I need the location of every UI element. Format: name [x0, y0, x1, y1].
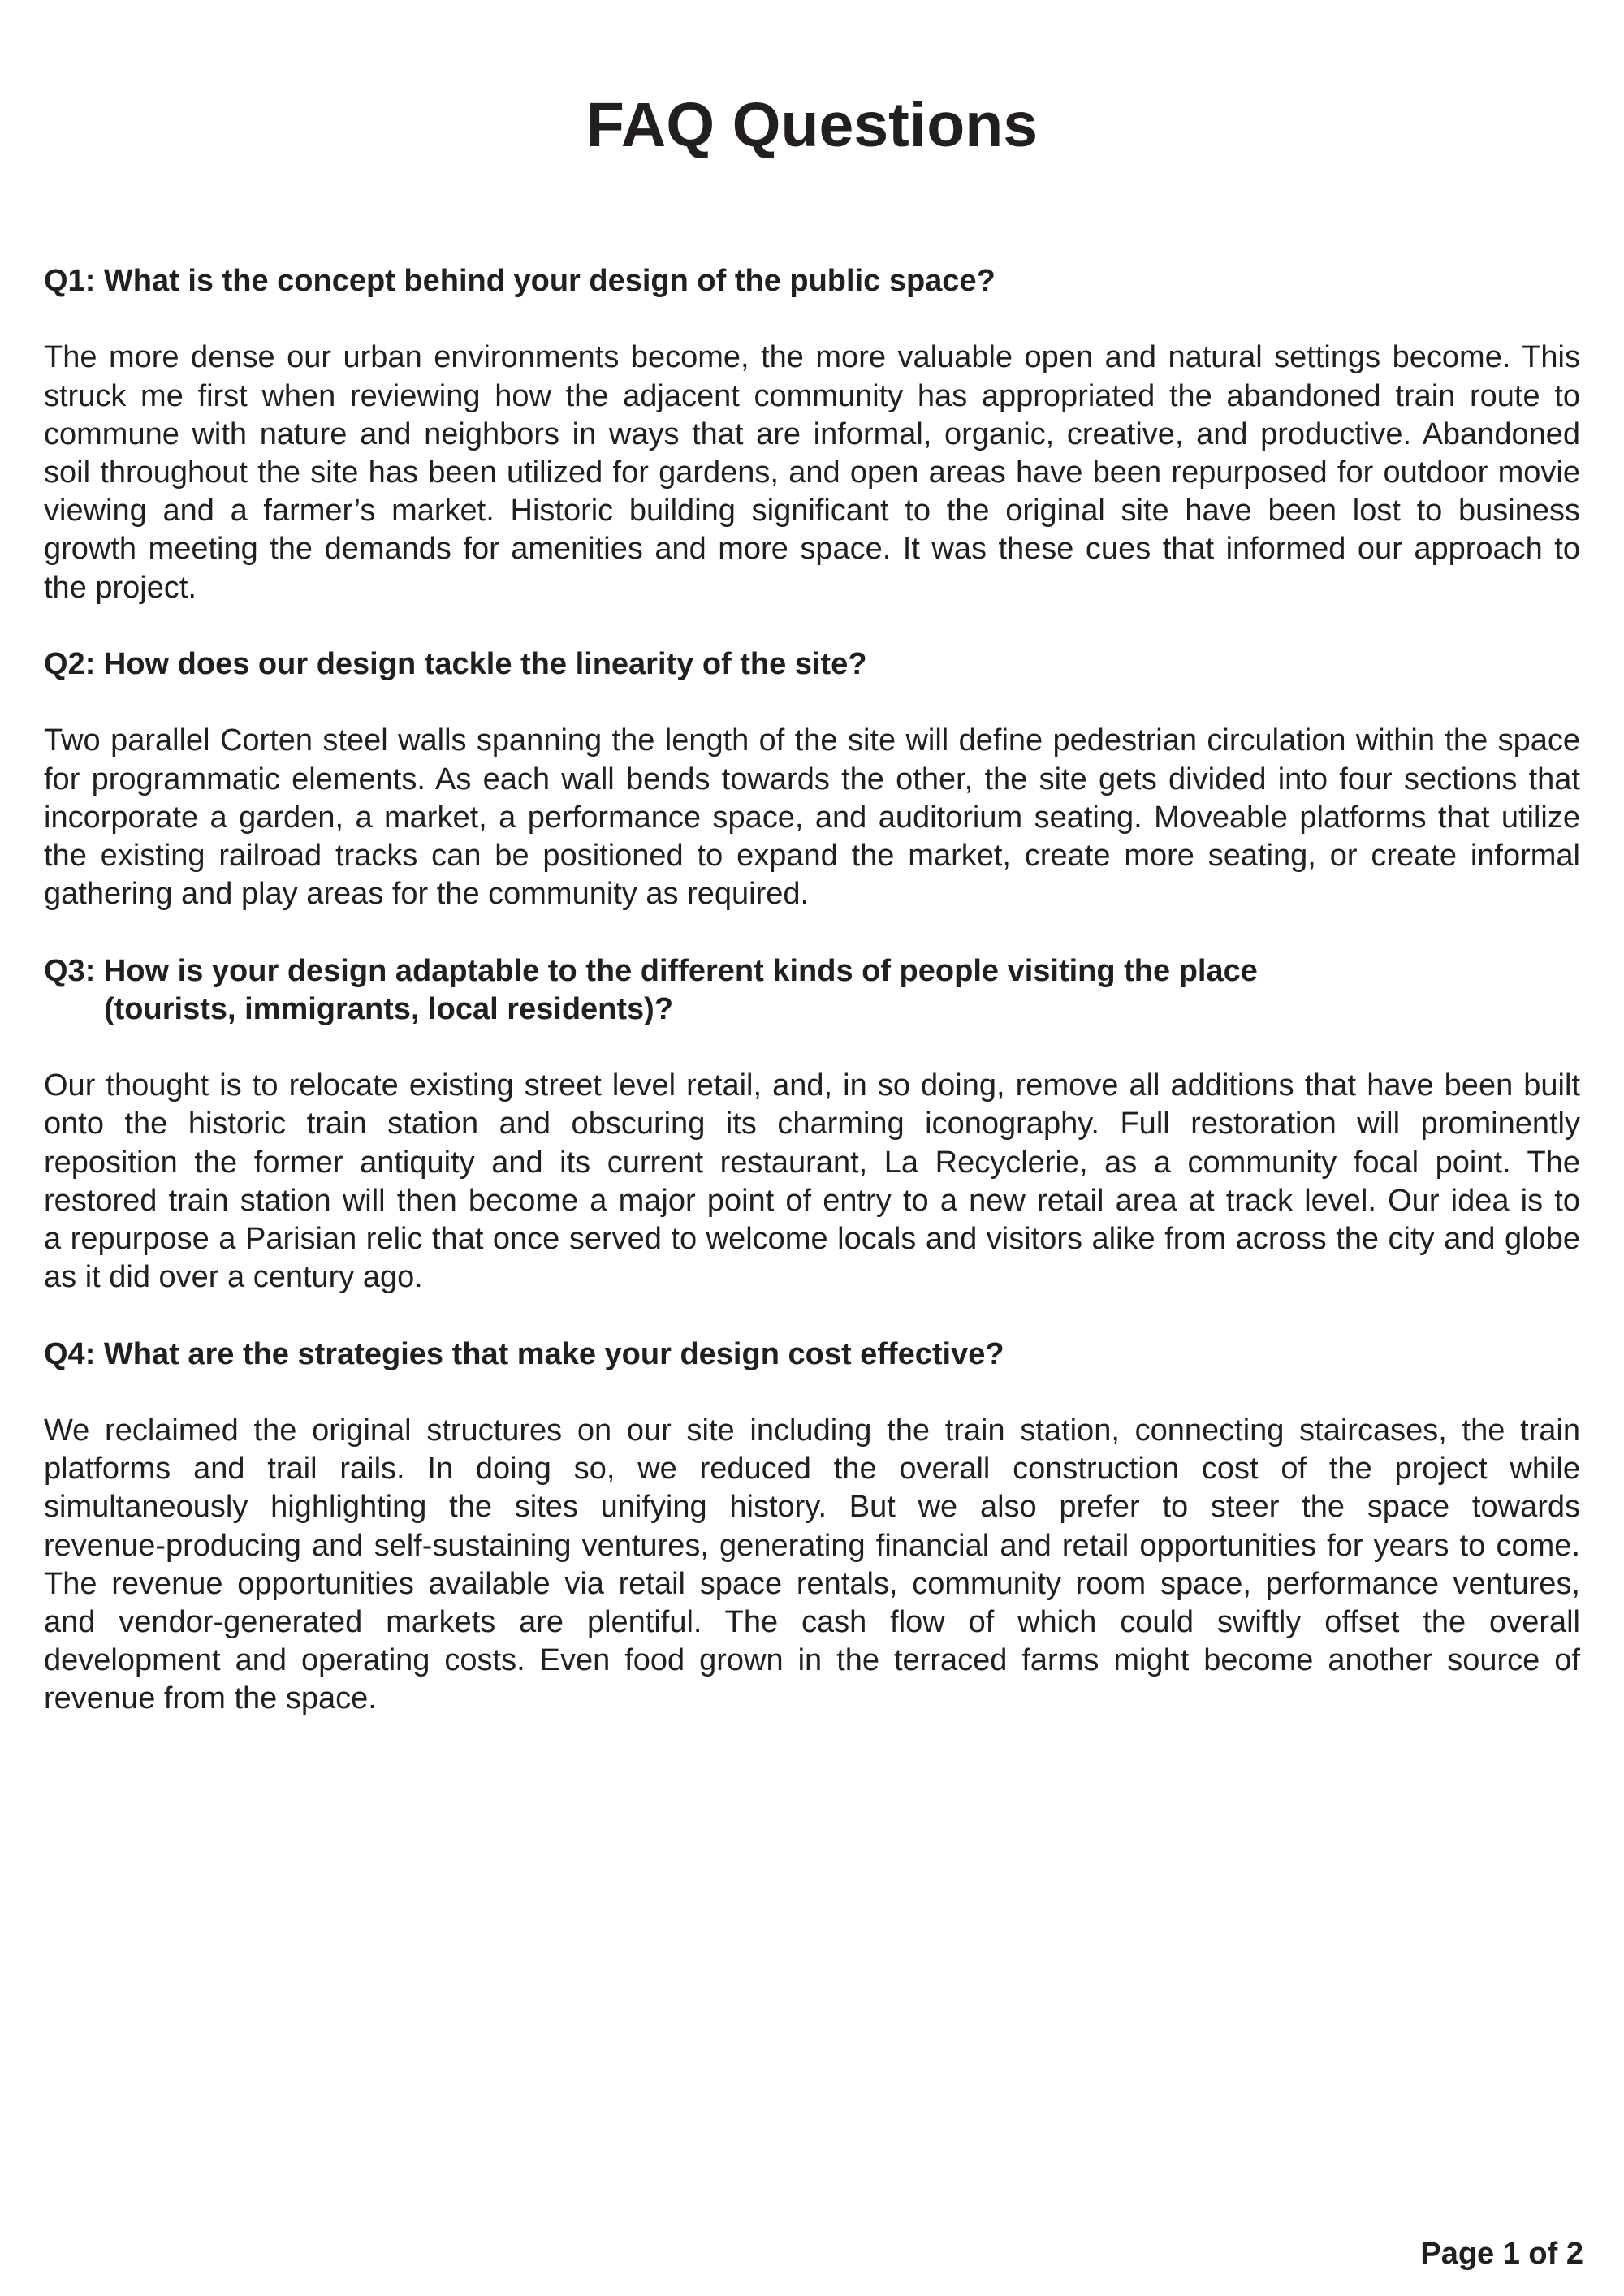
answer-line: the project.	[44, 570, 197, 605]
faq-question	[44, 1336, 1580, 1374]
page-number: Page 1 of 2	[1420, 2237, 1583, 2271]
answer-line: soil throughout the site has been utilized for gardens, and open areas have been repurposed for outdoor movie	[44, 455, 1580, 490]
answer-line: simultaneously highlighting the sites unifying history. But we also prefer to steer the space towards	[44, 1490, 1580, 1525]
answer-line: restored train station will then become a major point of entry to a new retail area at track level. Our idea is to	[44, 1183, 1580, 1218]
page-title: FAQ Questions	[585, 90, 1039, 160]
answer-line: revenue from the space.	[44, 1681, 377, 1716]
answer-line: and vendor-generated markets are plentiful. The cash flow of which could swiftly offset the overall	[44, 1605, 1580, 1639]
answer-line: as it did over a century ago.	[44, 1260, 423, 1295]
faq-question-line: Q3: How is your design adaptable to the different kinds of people visiting the place	[44, 953, 1258, 988]
faq-item	[44, 262, 1580, 607]
faq-list	[44, 262, 1580, 1719]
faq-item	[44, 1336, 1580, 1719]
faq-question	[44, 952, 1580, 1029]
answer-line: viewing and a farmer’s market. Historic building significant to the original site have been lost to business	[44, 494, 1580, 529]
faq-question	[44, 645, 1580, 684]
answer-line: revenue-producing and self-sustaining ventures, generating financial and retail opportunities for years to come.	[44, 1528, 1580, 1563]
faq-item	[44, 645, 1580, 913]
faq-answer	[44, 722, 1580, 913]
answer-line: gathering and play areas for the community as required.	[44, 877, 810, 912]
answer-line: struck me first when reviewing how the adjacent community has appropriated the abandoned train route to	[44, 378, 1580, 413]
answer-line: the existing railroad tracks can be positioned to expand the market, create more seating, or create informal	[44, 839, 1580, 873]
answer-line: The more dense our urban environments become, the more valuable open and natural settings become. This	[44, 340, 1580, 375]
answer-line: Our thought is to relocate existing street level retail, and, in so doing, remove all additions that have been built	[44, 1068, 1580, 1103]
faq-question	[44, 262, 1580, 300]
faq-answer	[44, 339, 1580, 606]
answer-line: growth meeting the demands for amenities and more space. It was these cues that informed our approach to	[44, 532, 1580, 567]
faq-answer	[44, 1412, 1580, 1719]
answer-line: reposition the former antiquity and its current restaurant, La Recyclerie, as a community focal point. The	[44, 1145, 1580, 1180]
answer-line: a repurpose a Parisian relic that once served to welcome locals and visitors alike from across the city and globe	[44, 1222, 1580, 1256]
answer-line: Two parallel Corten steel walls spanning the length of the site will define pedestrian circulation within the space	[44, 723, 1580, 758]
faq-question-line: Q4: What are the strategies that make your design cost effective?	[44, 1336, 1004, 1371]
answer-line: The revenue opportunities available via retail space rentals, community room space, performance ventures,	[44, 1566, 1580, 1601]
faq-question-line: Q1: What is the concept behind your design of the public space?	[44, 264, 996, 298]
answer-line: platforms and trail rails. In doing so, we reduced the overall construction cost of the project while	[44, 1452, 1580, 1487]
answer-line: for programmatic elements. As each wall bends towards the other, the site gets divided into four sections that	[44, 762, 1580, 796]
answer-line: development and operating costs. Even food grown in the terraced farms might become another source of	[44, 1643, 1580, 1678]
answer-line: incorporate a garden, a market, a performance space, and auditorium seating. Moveable platforms that utilize	[44, 800, 1580, 835]
faq-question-line: Q2: How does our design tackle the linearity of the site?	[44, 647, 867, 681]
answer-line: We reclaimed the original structures on our site including the train station, connecting staircases, the train	[44, 1413, 1580, 1448]
faq-answer	[44, 1067, 1580, 1297]
answer-line: commune with nature and neighbors in ways that are informal, organic, creative, and productive. Abandoned	[44, 416, 1580, 451]
faq-item	[44, 952, 1580, 1297]
faq-question-line: (tourists, immigrants, local residents)?	[104, 991, 674, 1026]
answer-line: onto the historic train station and obscuring its charming iconography. Full restoration will prominently	[44, 1107, 1580, 1142]
